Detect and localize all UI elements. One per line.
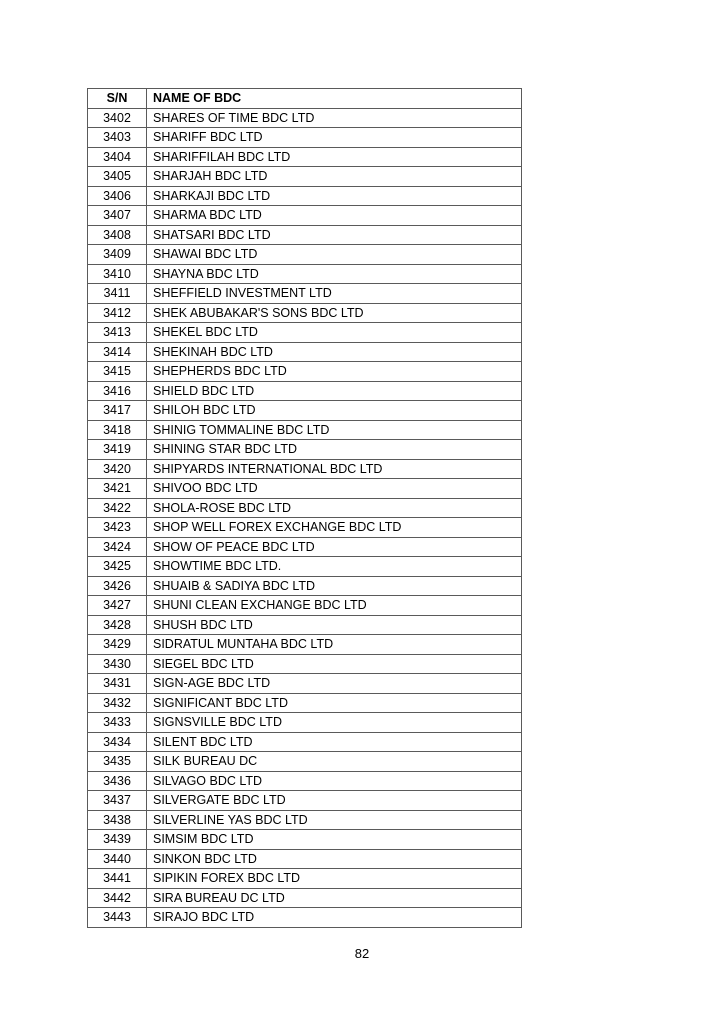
table-row bbox=[88, 264, 522, 284]
row-sn: 3408 bbox=[88, 225, 147, 245]
table-row bbox=[88, 459, 522, 479]
table-row bbox=[88, 420, 522, 440]
row-sn: 3438 bbox=[88, 810, 147, 830]
row-sn: 3407 bbox=[88, 206, 147, 226]
table-row bbox=[88, 401, 522, 421]
row-sn: 3431 bbox=[88, 674, 147, 694]
row-sn: 3413 bbox=[88, 323, 147, 343]
row-sn: 3423 bbox=[88, 518, 147, 538]
row-sn: 3406 bbox=[88, 186, 147, 206]
row-name: SHARIFFILAH BDC LTD bbox=[147, 147, 522, 167]
table-row bbox=[88, 284, 522, 304]
row-sn: 3410 bbox=[88, 264, 147, 284]
table-row bbox=[88, 225, 522, 245]
row-name: SHIELD BDC LTD bbox=[147, 381, 522, 401]
row-name: SILK BUREAU DC bbox=[147, 752, 522, 772]
row-sn: 3427 bbox=[88, 596, 147, 616]
row-sn: 3420 bbox=[88, 459, 147, 479]
table-row bbox=[88, 615, 522, 635]
row-sn: 3435 bbox=[88, 752, 147, 772]
table-body bbox=[88, 108, 522, 927]
row-name: SIDRATUL MUNTAHA BDC LTD bbox=[147, 635, 522, 655]
row-sn: 3411 bbox=[88, 284, 147, 304]
table-row bbox=[88, 596, 522, 616]
row-name: SHAYNA BDC LTD bbox=[147, 264, 522, 284]
row-name: SIMSIM BDC LTD bbox=[147, 830, 522, 850]
row-name: SHINIG TOMMALINE BDC LTD bbox=[147, 420, 522, 440]
row-sn: 3404 bbox=[88, 147, 147, 167]
row-name: SHOWTIME BDC LTD. bbox=[147, 557, 522, 577]
table-row bbox=[88, 108, 522, 128]
row-name: SHEKEL BDC LTD bbox=[147, 323, 522, 343]
table-row bbox=[88, 888, 522, 908]
row-name: SIEGEL BDC LTD bbox=[147, 654, 522, 674]
table-row bbox=[88, 732, 522, 752]
row-name: SHARIFF BDC LTD bbox=[147, 128, 522, 148]
row-sn: 3416 bbox=[88, 381, 147, 401]
row-sn: 3426 bbox=[88, 576, 147, 596]
table-row bbox=[88, 323, 522, 343]
row-name: SHOP WELL FOREX EXCHANGE BDC LTD bbox=[147, 518, 522, 538]
row-sn: 3414 bbox=[88, 342, 147, 362]
table-row bbox=[88, 830, 522, 850]
row-sn: 3425 bbox=[88, 557, 147, 577]
row-sn: 3421 bbox=[88, 479, 147, 499]
table-row bbox=[88, 537, 522, 557]
table-row bbox=[88, 440, 522, 460]
row-sn: 3405 bbox=[88, 167, 147, 187]
table-row bbox=[88, 908, 522, 928]
table-row bbox=[88, 693, 522, 713]
row-name: SHUAIB & SADIYA BDC LTD bbox=[147, 576, 522, 596]
row-sn: 3415 bbox=[88, 362, 147, 382]
table-row bbox=[88, 576, 522, 596]
row-sn: 3437 bbox=[88, 791, 147, 811]
row-sn: 3409 bbox=[88, 245, 147, 265]
row-sn: 3418 bbox=[88, 420, 147, 440]
table-row bbox=[88, 771, 522, 791]
table-row bbox=[88, 849, 522, 869]
table-row bbox=[88, 518, 522, 538]
row-name: SHEKINAH BDC LTD bbox=[147, 342, 522, 362]
table-row bbox=[88, 713, 522, 733]
row-sn: 3422 bbox=[88, 498, 147, 518]
table-row bbox=[88, 167, 522, 187]
row-sn: 3402 bbox=[88, 108, 147, 128]
row-sn: 3417 bbox=[88, 401, 147, 421]
table-row bbox=[88, 869, 522, 889]
header-sn: S/N bbox=[88, 89, 147, 109]
table-row bbox=[88, 147, 522, 167]
row-name: SHOLA-ROSE BDC LTD bbox=[147, 498, 522, 518]
row-sn: 3412 bbox=[88, 303, 147, 323]
row-name: SIRA BUREAU DC LTD bbox=[147, 888, 522, 908]
row-name: SHAWAI BDC LTD bbox=[147, 245, 522, 265]
bdc-table bbox=[87, 88, 522, 928]
row-name: SIGN-AGE BDC LTD bbox=[147, 674, 522, 694]
table-row bbox=[88, 128, 522, 148]
row-name: SHATSARI BDC LTD bbox=[147, 225, 522, 245]
table-row bbox=[88, 479, 522, 499]
row-name: SIRAJO BDC LTD bbox=[147, 908, 522, 928]
row-sn: 3419 bbox=[88, 440, 147, 460]
header-row bbox=[88, 89, 522, 109]
row-name: SHUSH BDC LTD bbox=[147, 615, 522, 635]
header-name: NAME OF BDC bbox=[147, 89, 522, 109]
table-row bbox=[88, 245, 522, 265]
row-sn: 3403 bbox=[88, 128, 147, 148]
table-row bbox=[88, 206, 522, 226]
row-name: SILVERGATE BDC LTD bbox=[147, 791, 522, 811]
row-sn: 3424 bbox=[88, 537, 147, 557]
table-row bbox=[88, 186, 522, 206]
row-name: SHEPHERDS BDC LTD bbox=[147, 362, 522, 382]
row-name: SHUNI CLEAN EXCHANGE BDC LTD bbox=[147, 596, 522, 616]
table-row bbox=[88, 635, 522, 655]
row-sn: 3436 bbox=[88, 771, 147, 791]
table-row bbox=[88, 498, 522, 518]
page-number: 82 bbox=[354, 946, 370, 961]
row-name: SHEK ABUBAKAR'S SONS BDC LTD bbox=[147, 303, 522, 323]
row-name: SHIVOO BDC LTD bbox=[147, 479, 522, 499]
row-sn: 3440 bbox=[88, 849, 147, 869]
row-name: SHARKAJI BDC LTD bbox=[147, 186, 522, 206]
table-row bbox=[88, 674, 522, 694]
table-header bbox=[88, 89, 522, 109]
row-name: SHEFFIELD INVESTMENT LTD bbox=[147, 284, 522, 304]
row-name: SIGNSVILLE BDC LTD bbox=[147, 713, 522, 733]
row-sn: 3441 bbox=[88, 869, 147, 889]
row-name: SHOW OF PEACE BDC LTD bbox=[147, 537, 522, 557]
row-name: SILVAGO BDC LTD bbox=[147, 771, 522, 791]
row-sn: 3439 bbox=[88, 830, 147, 850]
row-sn: 3428 bbox=[88, 615, 147, 635]
row-name: SINKON BDC LTD bbox=[147, 849, 522, 869]
table-row bbox=[88, 654, 522, 674]
row-name: SHINING STAR BDC LTD bbox=[147, 440, 522, 460]
row-sn: 3433 bbox=[88, 713, 147, 733]
table-row bbox=[88, 362, 522, 382]
table-row bbox=[88, 303, 522, 323]
table-row bbox=[88, 752, 522, 772]
table-row bbox=[88, 342, 522, 362]
row-name: SHARES OF TIME BDC LTD bbox=[147, 108, 522, 128]
row-name: SILENT BDC LTD bbox=[147, 732, 522, 752]
row-name: SHARJAH BDC LTD bbox=[147, 167, 522, 187]
row-name: SHILOH BDC LTD bbox=[147, 401, 522, 421]
row-name: SIPIKIN FOREX BDC LTD bbox=[147, 869, 522, 889]
table-row bbox=[88, 810, 522, 830]
row-sn: 3429 bbox=[88, 635, 147, 655]
row-name: SILVERLINE YAS BDC LTD bbox=[147, 810, 522, 830]
table-row bbox=[88, 557, 522, 577]
row-sn: 3442 bbox=[88, 888, 147, 908]
row-name: SHARMA BDC LTD bbox=[147, 206, 522, 226]
table-row bbox=[88, 381, 522, 401]
table-row bbox=[88, 791, 522, 811]
row-name: SHIPYARDS INTERNATIONAL BDC LTD bbox=[147, 459, 522, 479]
row-sn: 3434 bbox=[88, 732, 147, 752]
row-sn: 3430 bbox=[88, 654, 147, 674]
row-sn: 3443 bbox=[88, 908, 147, 928]
row-sn: 3432 bbox=[88, 693, 147, 713]
row-name: SIGNIFICANT BDC LTD bbox=[147, 693, 522, 713]
